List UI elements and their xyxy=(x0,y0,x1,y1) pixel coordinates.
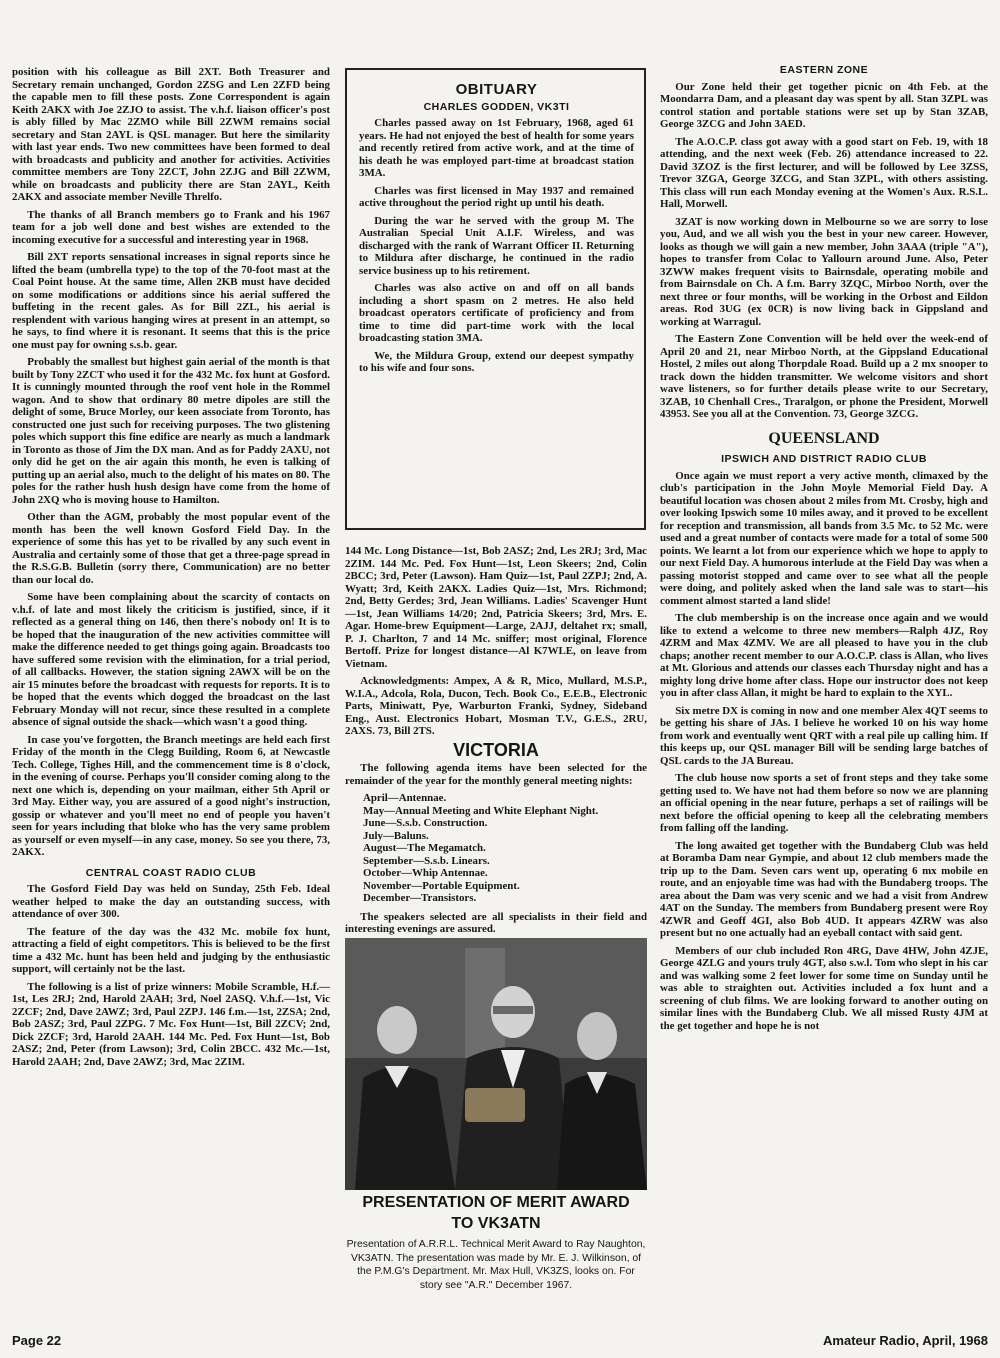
paragraph: Some have been complaining about the scarcity of contacts on v.h.f. of late and most likely the criticism is justified, since, if it reflected as a general thing on 146, then there's nobody on! It is to be hoped that the inauguration of the new activities committee will make the difference needed to get things going again. Broadcasts too have suffered some revision with the elimination, for a trial period, of all callbacks. However, the station signing 2AWX will be on the air 15 minutes before the broadcast with requests for reports. It is to be hoped that the events which dogged the broadcast on the last February Monday will not recur, since these resulted in a complete absence of signal outside the shack—which wasn't a good thing. xyxy=(12,591,330,728)
obituary-title: OBITUARY xyxy=(455,81,538,98)
paragraph: The Gosford Field Day was held on Sunday, 25th Feb. Ideal weather helped to make the day an outstanding success, with attendance of over 300. xyxy=(12,883,330,920)
column-middle xyxy=(345,545,647,935)
paragraph: The following is a list of prize winners: Mobile Scramble, H.f.—1st, Les 2RJ; 2nd, Harold 2AAH; 3rd, Noel 2ASQ. V.h.f.—1st, Vic 2ZCF; 2nd, Dave 2AWZ; 3rd, Paul 2ZPJ. 146 f.m.—1st, 2ZSA; 2nd, Bob 2ASZ; 3rd, Paul 2ZPG. 7 Mc. Fox Hunt—1st, Bill 2ZCV; 2nd, Dick 2ZCF; 3rd, Harold 2AAH. 144 Mc. Ped. Fox Hunt—1st, Bob 2ASZ; 2nd, Peter (from Lawson); 3rd, Colin 2BCC. 432 Mc.—1st, Harold 2AAH; 2nd, Dave 2AWZ; 3rd, Mac 2ZIM. xyxy=(12,980,330,1068)
paragraph: Bill 2XT reports sensational increases in signal reports since he lifted the beam (umbrella type) to the top of the 70-foot mast at the Coal Point house. At the same time, Allen 2KB must have decided on some modifications or additions since his aerial suffered the buffeting in the recent gales. As for Bill 2ZL, his aerial is resplendent with various hanging wires at present in an attempt, so he says, to find where it is resonant. It seems that this is the price one must pay for owning s.s.b. gear. xyxy=(12,251,330,351)
paragraph: During the war he served with the group M. The Australian Special Unit A.I.F. Wireless, and was discharged with the rank of Warrant Officer II. Returning to Mildura after discharge, he continued in the radio service business up to his retirement. xyxy=(359,214,634,277)
paragraph: The club house now sports a set of front steps and they take some getting used to. We have not had them before so now we are planning an official opening in the near future, perhaps a set of railings will be next before the official opening to keep all the celebrating members from falling off the landing. xyxy=(660,772,988,834)
award-title-line1: PRESENTATION OF MERIT AWARD xyxy=(362,1194,630,1211)
paragraph: position with his colleague as Bill 2XT. Both Treasurer and Secretary remain unchanged, Gordon 2ZSG and Len 2ZFD being the capable men to fill these posts. Zone Correspondent is again Keith 2AKX with Joe 2ZJO to assist. The v.h.f. liaison officer's post is ably filled by Mac 2ZMO while Bill 2ZWM remains social secretary and Stan 2AYL is QSL manager. But here the similarity with last year ends. Two new committees have been formed to deal with broadcasts and publicity and another for activities. Activities committee members are Tony 2ZCT, John 2ZJG and Bill 2ZWM, while on broadcasts and publicity there are Stan 2AYL, Keith 2AKX and associate member Neville Threlfo. xyxy=(12,66,330,203)
paragraph: Charles was first licensed in May 1937 and remained active throughout the period right up until his death. xyxy=(359,184,634,209)
paragraph: Charles was also active on and off on all bands including a short spasm on 2 metres. He also held broadcast operators certificate of proficiency and from time to time did part-time work with the local broadcasting station 3MA. xyxy=(359,282,634,344)
agenda-item: April—Antennae. xyxy=(363,792,447,804)
paragraph: Members of our club included Ron 4RG, Dave 4HW, John 4ZJE, George 4ZLG and yours truly 4GT, also s.w.l. Tom who slept in his car and was walking some 2 feet lower for some time on Sunday until he was able to straighten out. Activities included a fox hunt and a screening of club films. We are looking forward to another outing on similar lines with the Bundaberg Club. We all missed Rusty 4JM at the get together and hope he is not xyxy=(660,944,988,1032)
paragraph: The speakers selected are all specialists in their field and interesting evenings are assured. xyxy=(345,910,647,935)
paragraph: The A.O.C.P. class got away with a good start on Feb. 19, with 18 attending, and the next week (Feb. 26) attendance increased to 22. David 3ZOZ is the first lecturer, and will be followed by Lee 3ZSS, Trevor 3ZGA, George 3ZCG, and Stan 3ZPL, with others assisting. This class will run each Monday evening at the Women's Aux. R.S.L. Hall, Morwell. xyxy=(660,135,988,210)
paragraph: The feature of the day was the 432 Mc. mobile fox hunt, attracting a field of eight competitors. This is believed to be the first time a 432 Mc. hunt has been held and judging by the enthusiastic support, will certainly not be the last. xyxy=(12,925,330,975)
agenda-item: December—Transistors. xyxy=(363,892,477,904)
page-number: Page 22 xyxy=(12,1333,62,1348)
column-left xyxy=(12,66,330,1326)
section-subheading: EASTERN ZONE xyxy=(779,64,869,76)
agenda-item: August—The Megamatch. xyxy=(363,842,486,854)
agenda-item: September—S.s.b. Linears. xyxy=(363,854,490,867)
section-heading-queensland: QUEENSLAND xyxy=(768,429,880,447)
obituary-name: CHARLES GODDEN, VK3TI xyxy=(423,100,570,113)
magazine-footer: Amateur Radio, April, 1968 xyxy=(823,1333,988,1348)
paragraph: The following agenda items have been selected for the remainder of the year for the monthly general meeting nights: xyxy=(345,762,647,787)
paragraph: We, the Mildura Group, extend our deepest sympathy to his wife and four sons. xyxy=(359,349,634,374)
award-photo xyxy=(345,938,647,1190)
paragraph: 3ZAT is now working down in Melbourne so we are sorry to lose you, Aud, and we all wish you the best in your new career. However, looks as though we will gain a new member, John 3AAA (triple "A"), hopes to transfer from Colac to Yallourn around June. Also, Peter 3ZWW makes frequent visits to Bairnsdale, operating mobile and from Bairnsdale on Ch. A f.m. Barry 3ZQC, Mirboo North, over the next three or four months, will be working in the Orbost and Eildon areas. Rod 3UG (ex 0CR) is now living back in Gippsland and working at Warragul. xyxy=(660,215,988,328)
agenda-list xyxy=(345,792,647,905)
agenda-item: July—Baluns. xyxy=(363,829,429,842)
paragraph: Six metre DX is coming in now and one member Alex 4QT seems to be getting his share of JAs. I believe he worked 10 on his way home from work and eventually went QRT with a real pile up calling him. If this keeps up, our QSL manager Bill will be sending large batches of QSL cards to the JA Bureau. xyxy=(660,704,988,767)
award-caption: Presentation of A.R.R.L. Technical Merit Award to Ray Naughton, VK3ATN. The presentation was made by Mr. E. J. Wilkinson, of the P.M.G's Department. Mr. Max Hull, VK3ZS, looks on. For story see "A.R." December 1967. xyxy=(346,1239,646,1291)
award-title-line2: TO VK3ATN xyxy=(451,1215,541,1232)
agenda-item: May—Annual Meeting and White Elephant Night. xyxy=(363,804,599,817)
paragraph: Other than the AGM, probably the most popular event of the month has been the well known Gosford Field Day. In the experience of some this has yet to be rivalled by any such event in Australia and certainly some of those that get a three-page spread in the R.S.G.B. Bulletin (sorry there, Communication) are no better than our local do. xyxy=(12,511,330,586)
section-subheading: IPSWICH AND DISTRICT RADIO CLUB xyxy=(721,453,927,465)
agenda-item: November—Portable Equipment. xyxy=(363,879,520,892)
paragraph: Acknowledgments: Ampex, A & R, Mico, Mullard, M.S.P., W.I.A., Adcola, Rola, Ducon, Tech. Book Co., E.E.B., Electronic Parts, Miniwatt, Pye, Warburton Franki, Sydney, Sideband Eng., Aust. Electronics Hobart, Mosman T.V., G.E.S., 2RU, 2AXS. 73, Bill 2TS. xyxy=(345,675,647,737)
paragraph: Our Zone held their get together picnic on 4th Feb. at the Moondarra Dam, and a pleasant day was spent by all. Stan 3ZPL was control station and portable stations were set up by Stan 3ZAB, George 3ZCG and John 3AED. xyxy=(660,80,988,130)
paragraph: Charles passed away on 1st February, 1968, aged 61 years. He had not enjoyed the best of health for some years and recently retired from active work, and at the time of his death he was employed part-time at broadcast station 3MA. xyxy=(359,117,634,179)
paragraph: Probably the smallest but highest gain aerial of the month is that built by Tony 2ZCT who used it for the 432 Mc. fox hunt at Gosford. It is cunningly mounted through the roof vent hole in the Rommel wagon. And to show that ordinary 80 metre dipoles are still the delight of some, Bruce Morley, our keen associate from Toronto, has constructed one just such for receiving purposes. The two glistening poles which support this fine edifice are nearly as much a landmark in Toronto as those of Jim the DX man. And as for Paddy 2AXU, not only did he get on the air again this month, he even is talking of putting up an aerial also, much to the delight of his mates on 80. The poles for the rather hush hush design have come from the home of John 2XQ who is moving house to Hamilton. xyxy=(12,356,330,506)
paragraph: The long awaited get together with the Bundaberg Club was held at Boramba Dam near Gympie, and about 12 club members made the trip up to the Dam. Seven cars went up, operating 6 mx mobile en route, and an enjoyable time was had with the Bundaberg troops. The area about the Dam was very scenic and we had a visit from Andrew 4AT on the Sunday. The members from Bundaberg present were Roy 4ZWR and Geoff 4GI, also Bob 4UD. It appears 4ZRW was also present but no one actually had an eyeball contact with said gent. xyxy=(660,839,988,939)
obituary-box xyxy=(345,68,646,530)
paragraph: Once again we must report a very active month, climaxed by the club's participation in the John Moyle Memorial Field Day. A beautiful location was chosen about 2 miles from Mt. Crosby, high and over looking Ipswich some 10 miles away, and it proved to be excellent for reception and transmission, all bands from 3.5 Mc. to 52 Mc. were used and a great number of contacts were made for a total of some 500 points. We learnt a lot from our experience which we hope to apply to our next Field Day. A humorous interlude at the Field Day was when a passing motorist stopped and came over to see what all the people were doing, and politely asked when the land sale was to start—his comment almost started a land slide! xyxy=(660,469,988,607)
paragraph: 144 Mc. Long Distance—1st, Bob 2ASZ; 2nd, Les 2RJ; 3rd, Mac 2ZIM. 144 Mc. Ped. Fox Hunt—1st, Leon Skeers; 2nd, Colin 2BCC; 3rd, Peter (Lawson). Ham Quiz—1st, Paul 2ZPJ; 2nd, A. Wyatt; 3rd, Keith 2AKX. Ladies Quiz—1st, Mrs. Richmond; 2nd, Betty Gerdes; 3rd, Jean Williams. Ladies' Scavenger Hunt—1st, Jean Williams 14/20; 2nd, Patricia Skeers; 3rd, Mrs. E. Agar. Home-brew Equipment—Large, 2AJJ, deltahet rx; small, P. J. Charlton, 7 and 14 Mc. sniffer; most original, Florence Bertoff. Prize for longest distance—Al K7WLE, on leave from Vietnam. xyxy=(345,545,647,670)
section-heading-victoria: VICTORIA xyxy=(453,739,539,760)
paragraph: In case you've forgotten, the Branch meetings are held each first Friday of the month in the Clegg Building, Room 6, at Newcastle Tech. College, Tighes Hill, and the commencement time is 8 o'clock, in the evening of course. Perhaps you'll consider coming along to the next one which is, depending on your mailman, either 5th April or 3rd May. Either way, you are assured of a good night's instruction, gossip or whatever and you'll meet no end of people you haven't seen for years including that bloke who has the very same problem as yourself or even myself—in any case, money. So see you there, 73, 2AKX. xyxy=(12,733,330,858)
agenda-item: October—Whip Antennae. xyxy=(363,867,488,879)
section-subheading: CENTRAL COAST RADIO CLUB xyxy=(85,866,257,879)
paragraph: The Eastern Zone Convention will be held over the week-end of April 20 and 21, near Mirboo North, at the Gippsland Educational Hostel, 2 miles out along Thorpdale Road. Build up a 2 mx snooper to track down the hidden transmitter. We welcome visitors and short wave listeners, so for further details please write to our Secretary, 3ZAB, 10 Chenhall Cres., Traralgon, or phone the President, Morwell 43953. See you all at the Convention. 73, George 3ZCG. xyxy=(660,333,988,420)
award-photo-illustration xyxy=(345,938,647,1190)
column-right xyxy=(660,64,988,1329)
award-caption-block xyxy=(345,1192,647,1292)
paragraph: The thanks of all Branch members go to Frank and his 1967 team for a job well done and best wishes are extended to the incoming executive for a successful and interesting year in 1968. xyxy=(12,208,330,246)
paragraph: The club membership is on the increase once again and we would like to extend a welcome to three new members—Ralph 4JZ, Roy 4ZRM and Max 4ZMV. We are all pleased to have you in the club chaps; another recent member to our A.O.C.P. class is Allan, who lives at Mt. Glorious and attends our classes each Thursday night and has a mighty long drive home after class. Hope our instructor does not keep you in after class Allan, it might be hard to explain to the XYL. xyxy=(660,612,988,699)
award-title xyxy=(345,1192,647,1234)
agenda-item: June—S.s.b. Construction. xyxy=(363,817,488,829)
